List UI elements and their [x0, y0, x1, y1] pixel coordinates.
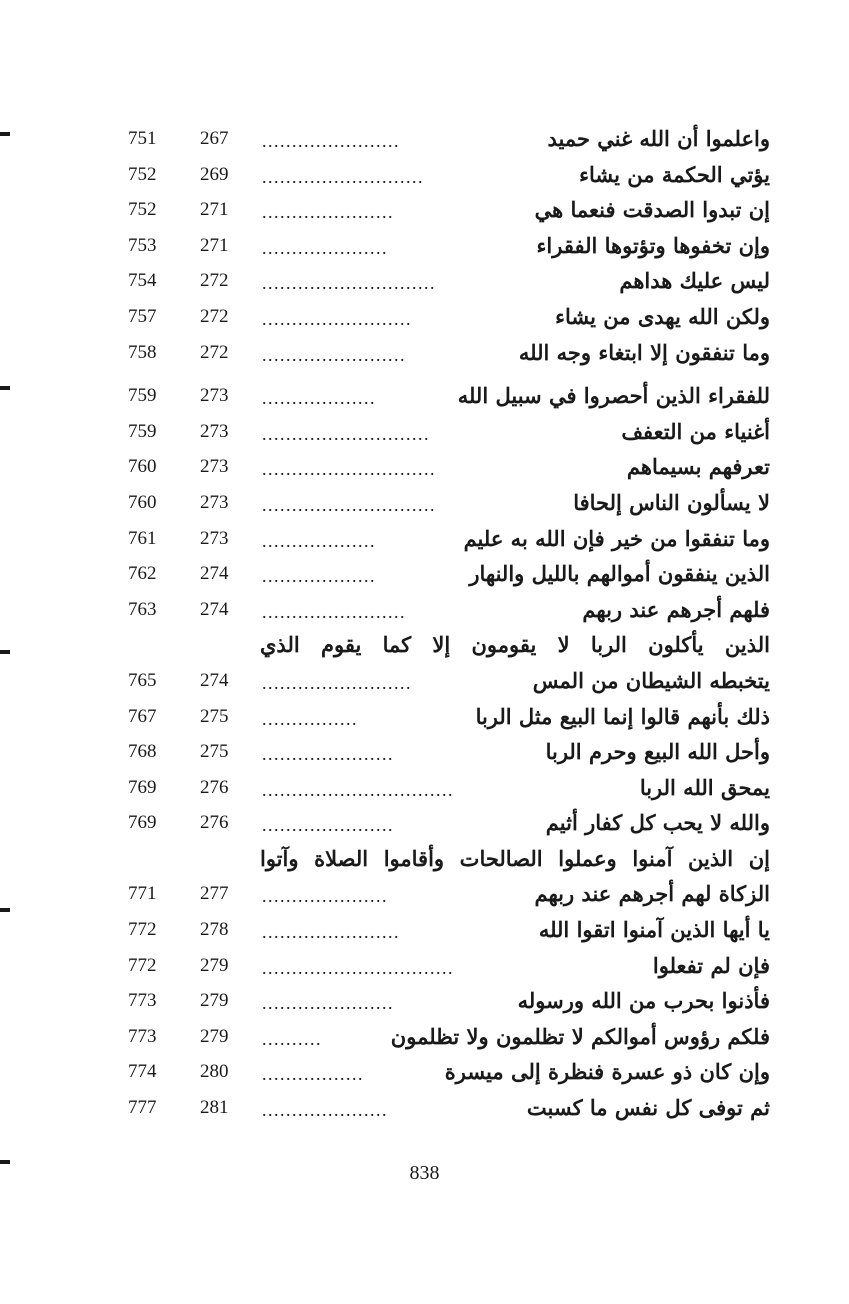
dot-leader: .......................: [262, 131, 400, 151]
index-entry: [120, 264, 770, 300]
dot-leader: ......................: [262, 815, 394, 836]
index-entry: [120, 450, 770, 486]
verse-phrase: ليس عليك هداهم: [619, 268, 770, 294]
dot-leader: .......................: [262, 922, 400, 943]
dot-leader: .............................: [262, 273, 436, 294]
page-ref: 772: [128, 954, 157, 976]
page-ref: 752: [128, 163, 157, 185]
page-ref: 772: [128, 919, 157, 941]
index-entry: [120, 806, 770, 842]
verse-number: 278: [200, 919, 229, 941]
verse-number: 271: [200, 199, 229, 221]
page-ref: 761: [128, 527, 157, 549]
page-ref: 754: [128, 270, 157, 292]
verse-number: 267: [200, 128, 229, 149]
page-ref: 752: [128, 199, 157, 221]
verse-phrase: لا يسألون الناس إلحافا: [573, 489, 770, 515]
verse-phrase: وإن كان ذو عسرة فنظرة إلى ميسرة: [444, 1059, 770, 1085]
dot-leader: ..........: [262, 1028, 322, 1049]
dot-leader: ......................: [262, 202, 394, 223]
verse-number: 273: [200, 420, 229, 442]
dot-leader: ................................: [262, 957, 454, 978]
verse-phrase: وإن تخفوها وتؤتوها الفقراء: [536, 232, 770, 258]
dot-leader: .............................: [262, 494, 436, 515]
page-ref: 773: [128, 990, 157, 1012]
verse-index-table: [120, 122, 770, 1127]
verse-number: 271: [200, 234, 229, 256]
verse-number: 273: [200, 385, 229, 407]
index-entry: [120, 593, 770, 629]
page-ref: 769: [128, 776, 157, 798]
verse-number: 274: [200, 563, 229, 585]
verse-phrase: والله لا يحب كل كفار أثيم: [545, 810, 770, 836]
verse-phrase: فأذنوا بحرب من الله ورسوله: [517, 988, 770, 1014]
verse-number: 272: [200, 305, 229, 327]
dot-leader: ........................: [262, 344, 406, 365]
dot-leader: ............................: [262, 423, 430, 444]
page-ref: 760: [128, 456, 157, 478]
verse-phrase: وما تنفقوا من خير فإن الله به عليم: [463, 525, 770, 551]
index-entry: [120, 158, 770, 194]
page-ref: 757: [128, 305, 157, 327]
dot-leader: .............................: [262, 459, 436, 480]
verse-phrase: إن الذين آمنوا وعملوا الصالحات وأقاموا الصلاة وآتوا: [260, 845, 770, 871]
margin-mark: [0, 132, 10, 136]
dot-leader: ...................: [262, 530, 376, 551]
verse-number: 275: [200, 705, 229, 727]
verse-number: 276: [200, 776, 229, 798]
page-ref: 753: [128, 234, 157, 256]
verse-phrase: الذين ينفقون أموالهم بالليل والنهار: [469, 561, 770, 587]
index-entry: [120, 949, 770, 985]
dot-leader: ...........................: [262, 166, 424, 187]
verse-phrase: إن تبدوا الصدقت فنعما هي: [534, 197, 770, 223]
verse-phrase: وما تنفقون إلا ابتغاء وجه الله: [518, 339, 770, 365]
verse-phrase: فلهم أجرهم عند ربهم: [582, 596, 770, 622]
page-number: 838: [409, 1162, 440, 1184]
dot-leader: ................: [262, 708, 358, 729]
index-entry: [120, 229, 770, 265]
verse-number: 279: [200, 990, 229, 1012]
verse-phrase: الذين يأكلون الربا لا يقومون إلا كما يقوم الذي: [260, 632, 770, 658]
index-entry: [120, 1055, 770, 1091]
dot-leader: .....................: [262, 237, 388, 258]
page-ref: 759: [128, 420, 157, 442]
verse-phrase: يتخبطه الشيطان من المس: [532, 667, 770, 693]
index-entry: [120, 557, 770, 593]
margin-mark: [0, 908, 10, 912]
index-entry: [120, 336, 770, 372]
margin-mark: [0, 386, 10, 390]
verse-phrase: يؤتي الحكمة من يشاء: [579, 161, 770, 187]
verse-number: 277: [200, 883, 229, 905]
index-entry: [120, 486, 770, 522]
dot-leader: ........................: [262, 601, 406, 622]
index-entry: [120, 984, 770, 1020]
index-entry: [120, 193, 770, 229]
verse-phrase: الزكاة لهم أجرهم عند ربهم: [534, 881, 770, 907]
page-ref: 760: [128, 491, 157, 513]
index-entry: [120, 1020, 770, 1056]
verse-phrase: واعلموا أن الله غني حميد: [547, 126, 770, 151]
verse-phrase: أغنياء من التعفف: [621, 418, 770, 444]
verse-number: 272: [200, 341, 229, 363]
verse-number: 273: [200, 456, 229, 478]
page-ref: 771: [128, 883, 157, 905]
index-entry-continued: [120, 842, 770, 878]
index-entry: [120, 700, 770, 736]
verse-phrase: يا أيها الذين آمنوا اتقوا الله: [538, 917, 770, 943]
verse-number: 279: [200, 954, 229, 976]
page-ref: 768: [128, 741, 157, 763]
verse-number: 274: [200, 669, 229, 691]
index-entry: [120, 913, 770, 949]
verse-number: 274: [200, 598, 229, 620]
index-entry: [120, 771, 770, 807]
page-ref: 758: [128, 341, 157, 363]
verse-number: 280: [200, 1061, 229, 1083]
page-ref: 769: [128, 812, 157, 834]
page-ref: 767: [128, 705, 157, 727]
verse-number: 269: [200, 163, 229, 185]
dot-leader: ...................: [262, 388, 376, 409]
verse-number: 279: [200, 1025, 229, 1047]
dot-leader: ................................: [262, 779, 454, 800]
dot-leader: ......................: [262, 744, 394, 765]
index-entry: [120, 300, 770, 336]
verse-number: 273: [200, 527, 229, 549]
verse-number: 276: [200, 812, 229, 834]
page-ref: 759: [128, 385, 157, 407]
dot-leader: .....................: [262, 886, 388, 907]
page-ref: 773: [128, 1025, 157, 1047]
margin-mark: [0, 650, 10, 654]
page-ref: 751: [128, 128, 157, 149]
dot-leader: ...................: [262, 566, 376, 587]
index-entry: [120, 522, 770, 558]
index-entry: [120, 1091, 770, 1127]
index-entry-continued: [120, 628, 770, 664]
verse-number: 272: [200, 270, 229, 292]
verse-phrase: ولكن الله يهدى من يشاء: [555, 303, 770, 329]
index-entry: [120, 735, 770, 771]
dot-leader: .........................: [262, 672, 412, 693]
index-entry: [120, 877, 770, 913]
verse-phrase: للفقراء الذين أحصروا في سبيل الله: [457, 383, 770, 409]
verse-phrase: تعرفهم بسيماهم: [626, 454, 770, 480]
page-ref: 774: [128, 1061, 157, 1083]
index-entry: [120, 664, 770, 700]
page-ref: 765: [128, 669, 157, 691]
dot-leader: .................: [262, 1064, 364, 1085]
verse-phrase: ثم توفى كل نفس ما كسبت: [526, 1095, 770, 1121]
index-entry: [120, 379, 770, 415]
index-entry: [120, 122, 770, 158]
verse-number: 273: [200, 491, 229, 513]
page-ref: 762: [128, 563, 157, 585]
verse-phrase: فإن لم تفعلوا: [652, 952, 770, 978]
verse-number: 281: [200, 1097, 229, 1119]
dot-leader: .....................: [262, 1100, 388, 1121]
verse-phrase: فلكم رؤوس أموالكم لا تظلمون ولا تظلمون: [390, 1023, 770, 1049]
dot-leader: ......................: [262, 993, 394, 1014]
dot-leader: .........................: [262, 308, 412, 329]
verse-phrase: يمحق الله الربا: [639, 774, 770, 800]
verse-phrase: وأحل الله البيع وحرم الربا: [545, 739, 770, 765]
page-ref: 777: [128, 1097, 157, 1119]
page-ref: 763: [128, 598, 157, 620]
verse-number: 275: [200, 741, 229, 763]
verse-phrase: ذلك بأنهم قالوا إنما البيع مثل الربا: [475, 703, 770, 729]
index-entry: [120, 415, 770, 451]
